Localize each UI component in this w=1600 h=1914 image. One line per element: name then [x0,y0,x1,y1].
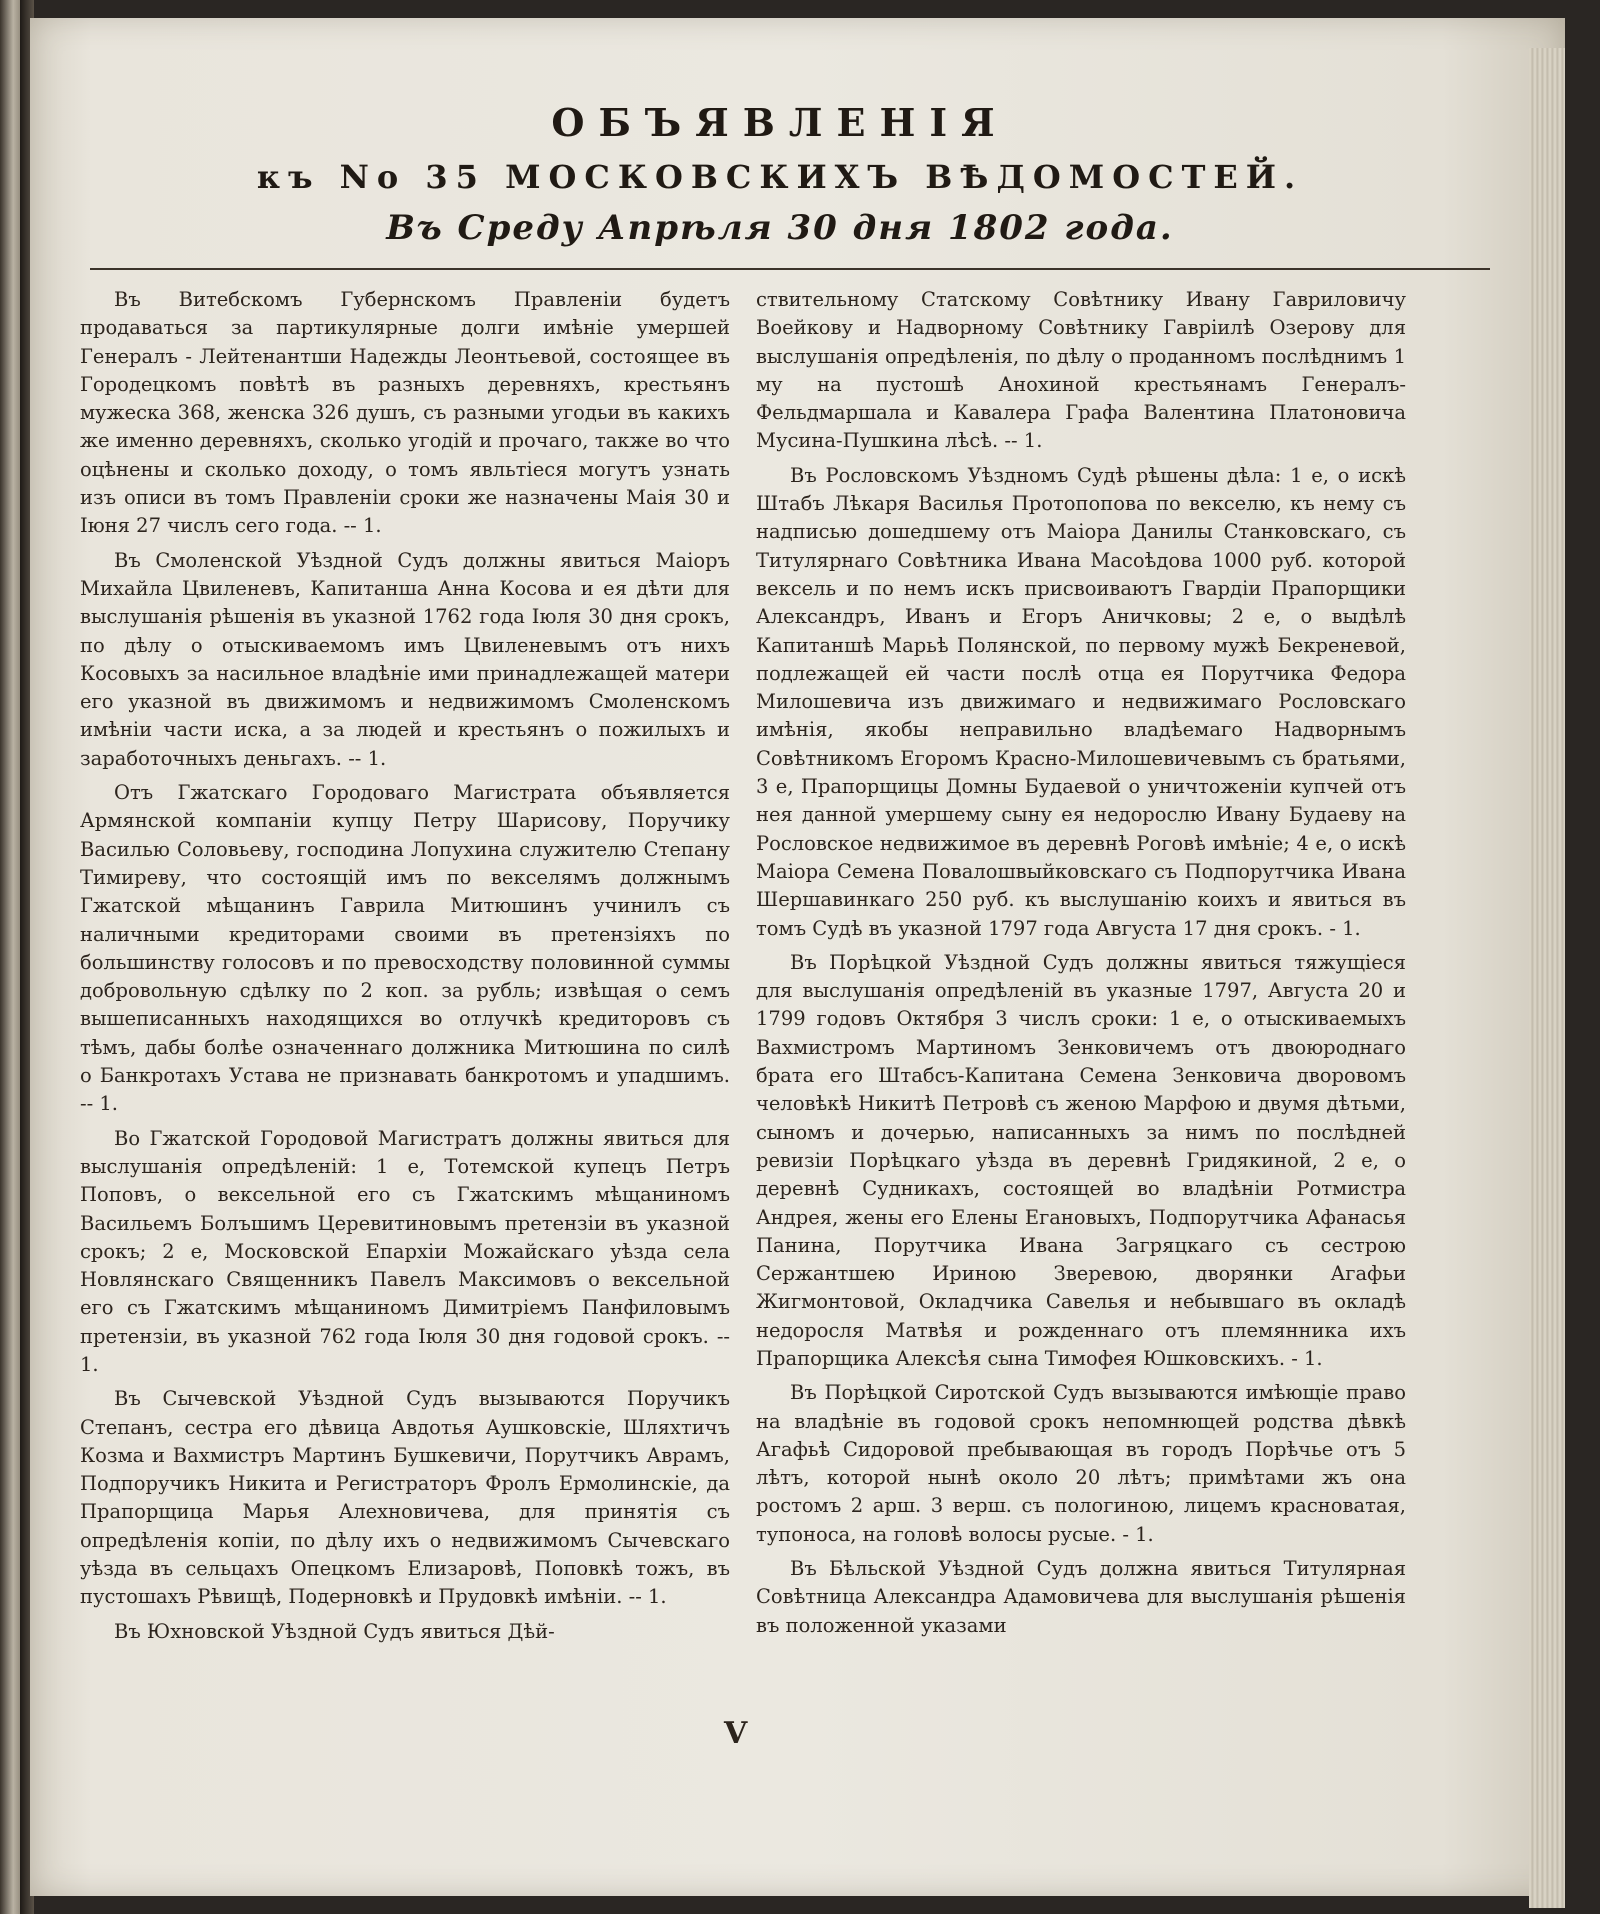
masthead-date: Въ Среду Апрѣля 30 дня 1802 года. [386,208,1174,248]
notice-porechye-court: Въ Порѣцкой Уѣздной Судъ должны явиться тяжущіеся для выслушанія опредѣленій въ указные 1797, Августа 20 и 1799 годовъ Октября 3 числъ сроки: 1 е, о отыскиваемыхъ Вахмистромъ Мартиномъ Зенковичемъ отъ двоюроднаго брата его Штабсъ-Капитана Семена Зенковича дворовомъ человѣкѣ Никитѣ Петровѣ съ женою Марфою и двумя дѣтьми, сыномъ и дочерью, написанныхъ за нимъ по послѣдней ревизіи Порѣцкаго уѣзда въ деревнѣ Гридякиной, 2 е, о деревнѣ Судникахъ, состоящей во владѣніи Ротмистра Андрея, жены его Елены Егановыхъ, Подпорутчика Афанасья Панина, Порутчика Ивана Загряцкаго съ сестрою Сержантшею Ириною Зверевою, дворянки Агафьи Жигмонтовой, Окладчика Савелья и небывшаго въ окладѣ недоросля Матвѣя и рожденнаго отъ племянника ихъ Прапорщика Алексѣя сына Тимофея Юшковскихъ. - 1. [756,950,1406,1370]
newspaper-page [30,18,1565,1896]
facing-page-edge [0,0,22,1914]
masthead-issue: къ No 35 МОСКОВСКИХЪ ВѢДОМОСТЕЙ. [256,158,1304,196]
masthead-title: ОБЪЯВЛЕНІЯ [551,100,1009,145]
notice-yukhnov-start: Въ Юхновской Уѣздной Судъ явиться Дѣй- [114,1619,555,1643]
notice-porechye-orphan-court: Въ Порѣцкой Сиротской Судъ вызываются имѣющіе право на владѣніе въ годовой срокъ непомнющей родства дѣвкѣ Агафьѣ Сидоровой пребывающая въ городъ Порѣчье отъ 5 лѣтъ, которой нынѣ около 20 лѣтъ; примѣтами жъ она ростомъ 2 арш. 3 верш. съ пологиною, лицемъ красноватая, тупоноса, на головѣ волосы русые. - 1. [756,1381,1406,1546]
notice-sychevka: Въ Сычевской Уѣздной Судъ вызываются Поручикъ Степанъ, сестра его дѣвица Авдотья Аушковскіе, Шляхтичъ Козма и Вахмистръ Мартинъ Бушкевичи, Порутчикъ Аврамъ, Подпоручикъ Никита и Регистраторъ Фролъ Ермолинскіе, да Прапорщица Марья Алехновичева, для принятія съ опредѣленія копіи, по дѣлу ихъ о недвижимомъ Сычевскаго уѣзда въ сельцахъ Опецкомъ Елизаровѣ, Поповкѣ тожъ, въ пустошахъ Рѣвищѣ, Подерновкѣ и Прудовкѣ имѣніи. -- 1. [80,1387,730,1609]
masthead-rule [90,268,1490,270]
page-stack-edge [1529,48,1565,1908]
printer-signature-mark: V [724,1716,748,1751]
right-column [756,286,1406,1716]
notice-smolensk: Въ Смоленской Уѣздной Судъ должны явиться Маіоръ Михайла Цвиленевъ, Капитанша Анна Косова и ея дѣти для выслушанія рѣшенія въ указной 1762 года Іюля 30 дня срокъ, по дѣлу о отыскиваемомъ имъ Цвиленевымъ отъ нихъ Косовыхъ за насильное владѣніе ими принадлежащей матери его указной въ движимомъ и недвижимомъ Смоленскомъ имѣніи части иска, а за людей и крестьянъ о пожилыхъ и заработочныхъ деньгахъ. -- 1. [80,548,730,770]
notice-belsk: Въ Бѣльской Уѣздной Судъ должна явиться Титулярная Совѣтница Александра Адамовичева для выслушанія рѣшенія въ положенной указами [756,1557,1406,1637]
notice-gzhatsk-magistrate: Во Гжатской Городовой Магистратъ должны явиться для выслушанія опредѣленій: 1 е, Тотемской купецъ Петръ Поповъ, о вексельной его съ Гжатскимъ мѣщаниномъ Васильемъ Болъшимъ Церевитиновымъ претензіи въ указной срокъ; 2 е, Московской Епархіи Можайскаго уѣзда села Новлянскаго Священникъ Павелъ Максимовъ о вексельной его съ Гжатскимъ мѣщаниномъ Димитріемъ Панфиловымъ претензіи, въ указной 762 года Іюля 30 дня годовой срокъ. -- 1. [80,1126,730,1376]
notice-vitebsk: Въ Витебскомъ Губернскомъ Правленіи будетъ продаваться за партикулярные долги имѣніе умершей Генералъ - Лейтенантши Надежды Леонтьевой, состоящее въ Городецкомъ повѣтѣ въ разныхъ деревняхъ, крестьянъ мужеска 368, женска 326 душъ, съ разными угодьи въ какихъ же именно деревняхъ, сколько угодій и прочаго, также во что оцѣнены и сколько доходу, о томъ явльтіеся могутъ узнать изъ описи въ томъ Правленіи сроки же назначены Маія 30 и Іюня 27 числъ сего года. -- 1. [80,288,730,538]
notice-roslavl: Въ Рословскомъ Уѣздномъ Судѣ рѣшены дѣла: 1 е, о искѣ Штабъ Лѣкаря Василья Протопопова по векселю, къ нему съ надписью дошедшему отъ Маіора Данилы Станковскаго, съ Титулярнаго Совѣтника Ивана Масоѣдова 1000 руб. которой вексель и по немъ искъ присвоиваютъ Гвардіи Прапорщики Александръ, Иванъ и Егоръ Аничковы; 2 е, о выдѣлѣ Капитаншѣ Марьѣ Полянской, по первому мужѣ Бекреневой, подлежащей ей части послѣ отца ея Порутчика Федора Милошевича изъ движимаго и недвижимаго Рословскаго имѣнія, якобы неправильно владѣемаго Надворнымъ Совѣтникомъ Егоромъ Красно-Милошевичевымъ съ братьями, 3 е, Прапорщицы Домны Будаевой о уничтоженіи купчей отъ нея данной умершему сыну ея недорослю Ивану Будаеву на Рословское недвижимое въ деревнѣ Роговѣ имѣніе; 4 е, о искѣ Маіора Семена Повалошвыйковскаго съ Подпорутчика Ивана Шершавинкаго 250 руб. къ выслушанію коихъ и явиться въ томъ Судѣ въ указной 1797 года Августа 17 дня срокъ. - 1. [756,463,1406,940]
left-column [80,286,730,1716]
notice-yukhnov-continued: ствительному Статскому Совѣтнику Ивану Гавриловичу Воейкову и Надворному Совѣтнику Гавріилѣ Озерову для выслушанія опредѣленія, по дѣлу о проданномъ послѣднимъ 1 му на пустошѣ Анохиной крестьянамъ Генералъ-Фельдмаршала и Кавалера Графа Валентина Платоновича Мусина-Пушкина лѣсѣ. -- 1. [756,288,1406,453]
notice-gzhatsk-announcement: Отъ Гжатскаго Городоваго Магистрата объявляется Армянской компаніи купцу Петру Шарисову, Поручику Василью Соловьеву, господина Лопухина служителю Степану Тимиреву, что состоящій имъ по векселямъ должнымъ Гжатской мѣщанинъ Гаврила Митюшинъ учинилъ съ наличными кредиторами своими въ претензіяхъ по большинству голосовъ и по превосходству половинной суммы добровольную сдѣлку по 2 коп. за рубль; извѣщая о семъ вышеписанныхъ находящихся во отлучкѣ кредиторовъ съ тѣмъ, дабы болѣе означеннаго должника Митюшина по силѣ о Банкротахъ Устава не признавать банкротомъ и упадшимъ. -- 1. [80,781,730,1116]
